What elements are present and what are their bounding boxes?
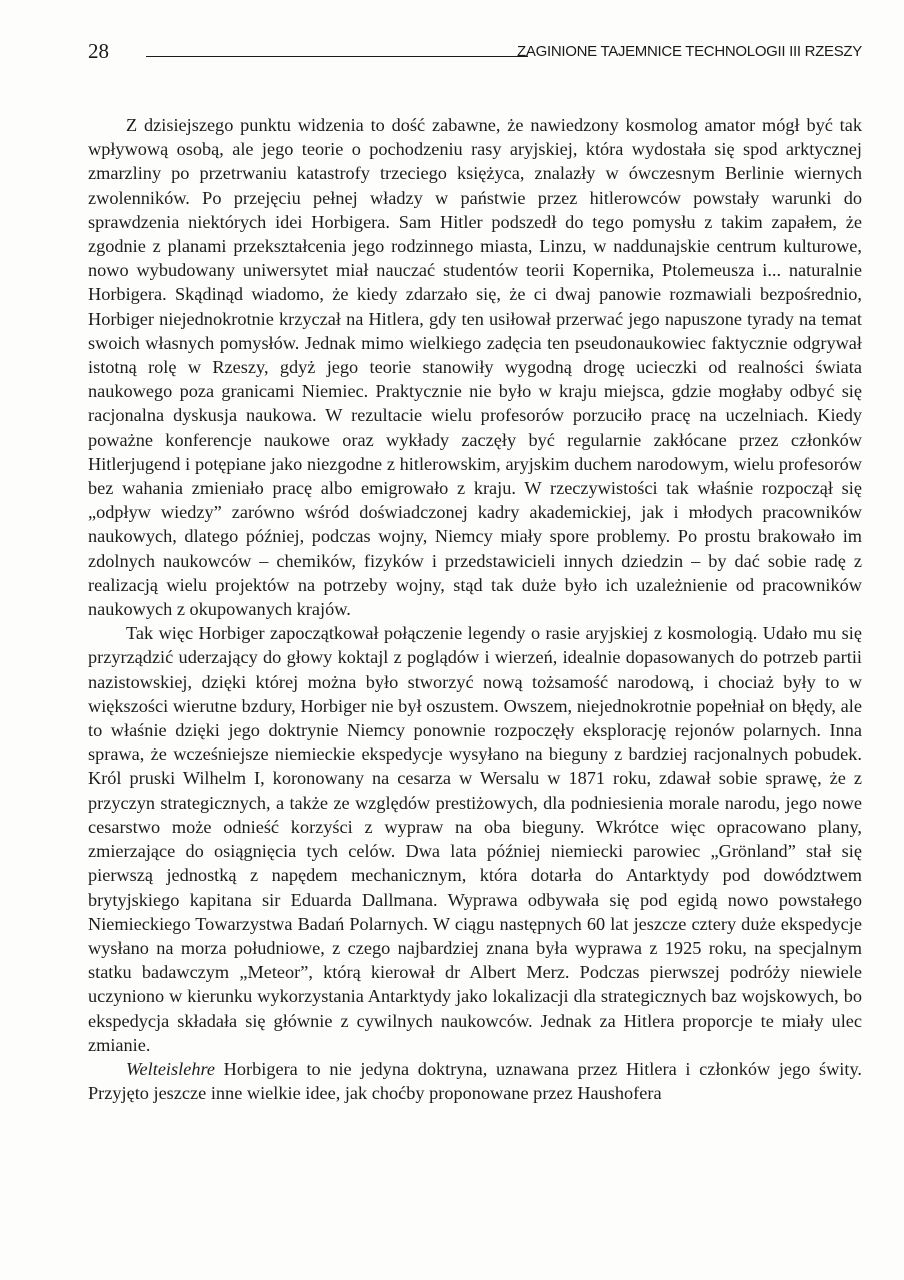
italic-term: Welteislehre [126, 1058, 216, 1079]
paragraph-2-text: Tak więc Horbiger zapoczątkował połączenie legendy o rasie aryjskiej z kosmologią. Udało mu się przyrządzić uderzający do głowy koktajl z poglądów i wierzeń, idealnie dopasowanych do potrzeb partii nazistowskiej, dzięki której można było stworzyć nową tożsamość narodową, i chociaż były to w większości wierutne bzdury, Horbiger nie był oszustem. Owszem, niejednokrotnie popełniał on błędy, ale to właśnie dzięki jego doktrynie Niemcy ponownie rozpoczęły eksplorację rejonów polarnych. Inna sprawa, że wcześniejsze niemieckie ekspedycje wysyłano na bieguny z bardziej racjonalnych pobudek. Król pruski Wilhelm I, koronowany na cesarza w Wersalu w 1871 roku, zdawał sobie sprawę, że z przyczyn strategicznych, a także ze względów prestiżowych, dla podniesienia morale narodu, jego nowe cesarstwo może odnieść korzyści z wypraw na oba bieguny. Wkrótce więc opracowano plany, zmierzające do osiągnięcia tych celów. Dwa lata później niemiecki parowiec „Grönland” stał się pierwszą jednostką z napędem mechanicznym, która dotarła do Antarktydy pod dowództwem brytyjskiego kapitana sir Eduarda Dallmana. Wyprawa odbywała się pod egidą nowo powstałego Niemieckiego Towarzystwa Badań Polarnych. W ciągu następnych 60 lat jeszcze cztery duże ekspedycje wysłano na morza południowe, z czego najbardziej znana była wyprawa z 1925 roku, na specjalnym statku badawczym „Meteor”, którą kierował dr Albert Merz. Podczas pierwszej podróży niewiele uczyniono w kierunku wykorzystania Antarktydy jako lokalizacji dla strategicznych baz wojskowych, bo ekspedycja składała się głównie z cywilnych naukowców. Jednak za Hitlera proporcje te miały ulec zmianie. [88, 623, 862, 1055]
paragraph-1 [88, 113, 862, 621]
page-number: 28 [88, 39, 109, 63]
body-text [88, 113, 862, 1105]
paragraph-3 [88, 1057, 862, 1105]
paragraph-1-text: Z dzisiejszego punktu widzenia to dość zabawne, że nawiedzony kosmolog amator mógł być tak wpływową osobą, ale jego teorie o pochodzeniu rasy aryjskiej, która wydostała się spod arktycznej zmarzliny po przetrwaniu katastrofy trzeciego księżyca, znalazły w ówczesnym Berlinie wiernych zwolenników. Po przejęciu pełnej władzy w państwie przez hitlerowców powstały warunki do sprawdzenia niektórych idei Horbigera. Sam Hitler podszedł do tego pomysłu z takim zapałem, że zgodnie z planami przekształcenia jego rodzinnego miasta, Linzu, w naddunajskie centrum kulturowe, nowo wybudowany uniwersytet miał nauczać studentów teorii Kopernika, Ptolemeusza i... naturalnie Horbigera. Skądinąd wiadomo, że kiedy zdarzało się, że ci dwaj panowie rozmawiali bezpośrednio, Horbiger niejednokrotnie krzyczał na Hitlera, gdy ten usiłował przerwać jego napuszone tyrady na temat swoich własnych pomysłów. Jednak mimo wielkiego zadęcia ten pseudonaukowiec faktycznie odgrywał istotną rolę w Rzeszy, gdyż jego teorie stanowiły wygodną drogę ucieczki od realności świata naukowego poza granicami Niemiec. Praktycznie nie było w kraju miejsca, gdzie mogłaby odbyć się racjonalna dyskusja naukowa. W rezultacie wielu profesorów porzuciło pracę na uczelniach. Kiedy poważne konferencje naukowe oraz wykłady zaczęły być regularnie zakłócane przez członków Hitlerjugend i potępiane jako niezgodne z hitlerowskim, aryjskim duchem narodowym, wielu profesorów bez wahania zmieniało pracę albo emigrowało z kraju. W rzeczywistości tak właśnie rozpoczął się „odpływ wiedzy” zarówno wśród doświadczonej kadry akademickiej, jak i młodych pracowników naukowych, dlatego później, podczas wojny, Niemcy miały spore problemy. Po prostu brakowało im zdolnych naukowców – chemików, fizyków i przedstawicieli innych dziedzin – by dać sobie radę z realizacją wielu projektów na potrzeby wojny, stąd tak duże było ich uzależnienie od pracowników naukowych z okupowanych krajów. [88, 115, 862, 620]
paragraph-2 [88, 621, 862, 1057]
running-title: ZAGINIONE TAJEMNICE TECHNOLOGII III RZESZY [517, 43, 862, 60]
header-rule [146, 56, 528, 57]
paragraph-3-text: Horbigera to nie jedyna doktryna, uznawana przez Hitlera i członków jego świty. Przyjęto jeszcze inne wielkie idee, jak choćby proponowane przez Haushofera [88, 1058, 862, 1104]
running-header [88, 38, 862, 66]
